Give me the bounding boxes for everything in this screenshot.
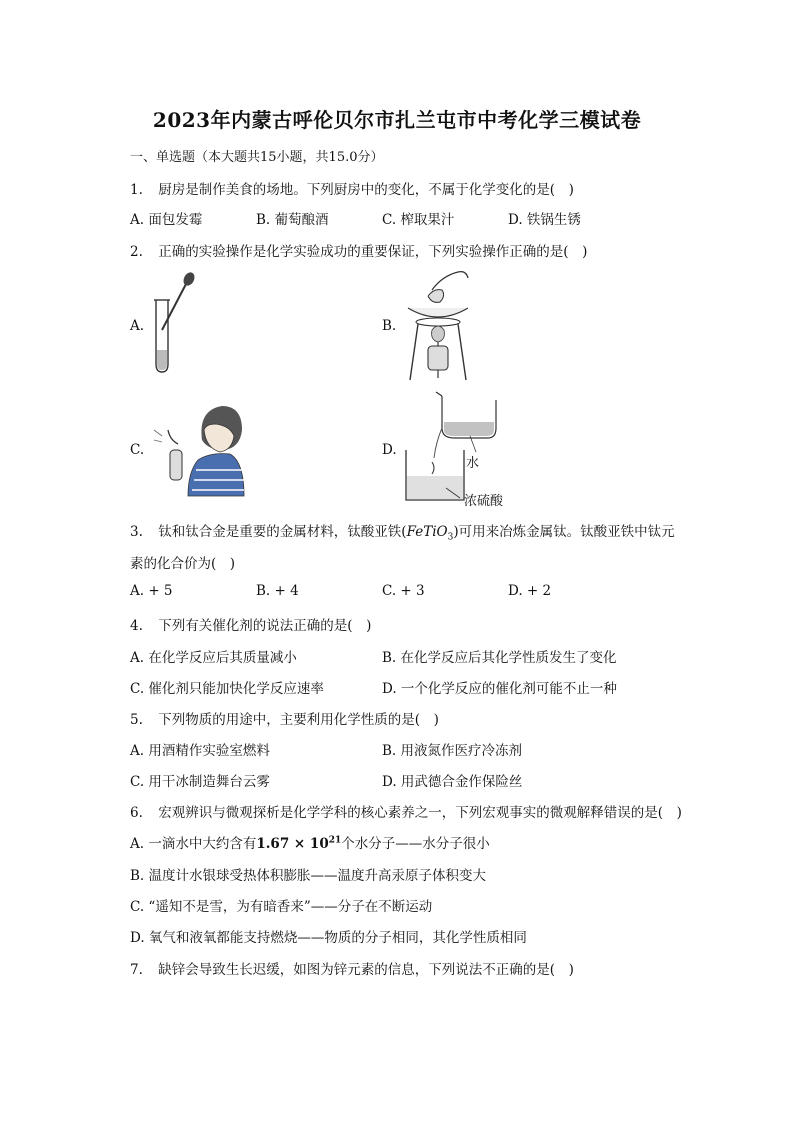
q5-option-b: B. 用液氮作医疗冷冻剂 <box>382 743 523 759</box>
question-number: 3. <box>130 524 143 540</box>
q4-option-d: D. 一个化学反应的催化剂可能不止一种 <box>382 681 617 697</box>
question-text: 下列物质的用途中，主要利用化学性质的是( ) <box>158 712 439 728</box>
page-title: 2023年内蒙古呼伦贝尔市扎兰屯市中考化学三模试卷 <box>152 108 642 132</box>
chemical-formula: FeTiO <box>406 524 448 540</box>
question-3-continued: 素的化合价为( ) <box>130 556 236 572</box>
q1-option-b: B. 葡萄酿酒 <box>256 212 329 228</box>
q3-option-a: A. + 5 <box>130 583 173 599</box>
water-annotation: 水 <box>466 456 480 471</box>
question-number: 4. <box>130 618 143 634</box>
question-text: 宏观辨识与微观探析是化学学科的核心素养之一，下列宏观事实的微观解释错误的是( ) <box>158 805 682 821</box>
question-text: 下列有关催化剂的说法正确的是( ) <box>158 618 372 634</box>
q4-option-b: B. 在化学反应后其化学性质发生了变化 <box>382 650 617 666</box>
option-text-part: 个水分子——水分子很小 <box>341 836 490 852</box>
q6-option-a <box>130 832 490 852</box>
question-2 <box>130 240 587 260</box>
exponent: 21 <box>328 835 342 846</box>
formula-subscript: 3 <box>447 532 454 543</box>
test-tube-dropper-figure <box>148 272 208 377</box>
q4-option-c: C. 催化剂只能加快化学反应速率 <box>130 681 324 697</box>
student-smelling-figure <box>150 400 246 498</box>
q3-option-c: C. + 3 <box>382 583 425 599</box>
q6-option-d: D. 氧气和液氧都能支持燃烧——物质的分子相同，其化学性质相同 <box>130 930 527 946</box>
section-heading: 一、单选题（本大题共15小题，共15.0分） <box>130 150 384 165</box>
dilute-sulfuric-acid-figure <box>398 392 498 504</box>
question-number: 5. <box>130 712 143 728</box>
question-7 <box>130 958 574 978</box>
q2-option-b-label: B. <box>382 318 397 334</box>
q2-option-c-label: C. <box>130 442 145 458</box>
q1-option-a: A. 面包发霉 <box>130 212 203 228</box>
question-5 <box>130 708 439 728</box>
q3-option-b: B. + 4 <box>256 583 299 599</box>
q1-option-d: D. 铁锅生锈 <box>508 212 581 228</box>
question-number: 7. <box>130 962 143 978</box>
scientific-number: 1.67 × 10 <box>256 836 329 852</box>
q5-option-c: C. 用干冰制造舞台云雾 <box>130 774 270 790</box>
question-number: 1. <box>130 182 143 198</box>
q4-option-a: A. 在化学反应后其质量减小 <box>130 650 297 666</box>
sulfuric-acid-annotation: 浓硫酸 <box>464 494 504 509</box>
q6-option-c: C. “遥知不是雪，为有暗香来”——分子在不断运动 <box>130 899 433 915</box>
question-text: 正确的实验操作是化学实验成功的重要保证，下列实验操作正确的是( ) <box>158 244 588 260</box>
question-1 <box>130 178 574 198</box>
question-text-part: )可用来冶炼金属钛。钛酸亚铁中钛元 <box>453 524 675 540</box>
question-number: 2. <box>130 244 143 260</box>
q3-option-d: D. + 2 <box>508 583 552 599</box>
option-text-part: A. 一滴水中大约含有 <box>130 836 257 852</box>
question-6 <box>130 801 682 821</box>
q5-option-d: D. 用武德合金作保险丝 <box>382 774 523 790</box>
question-text: 缺锌会导致生长迟缓，如图为锌元素的信息，下列说法不正确的是( ) <box>158 962 574 978</box>
question-3 <box>130 520 675 543</box>
question-text: 厨房是制作美食的场地。下列厨房中的变化，不属于化学变化的是( ) <box>158 182 574 198</box>
question-number: 6. <box>130 805 143 821</box>
q2-option-a-label: A. <box>130 318 145 334</box>
q5-option-a: A. 用酒精作实验室燃料 <box>130 743 270 759</box>
evaporating-dish-figure <box>402 268 474 383</box>
question-4 <box>130 614 371 634</box>
question-text-part: 钛和钛合金是重要的金属材料，钛酸亚铁( <box>158 524 407 540</box>
q6-option-b: B. 温度计水银球受热体积膨胀——温度升高汞原子体积变大 <box>130 868 487 884</box>
q2-option-d-label: D. <box>382 442 397 458</box>
q1-option-c: C. 榨取果汁 <box>382 212 455 228</box>
